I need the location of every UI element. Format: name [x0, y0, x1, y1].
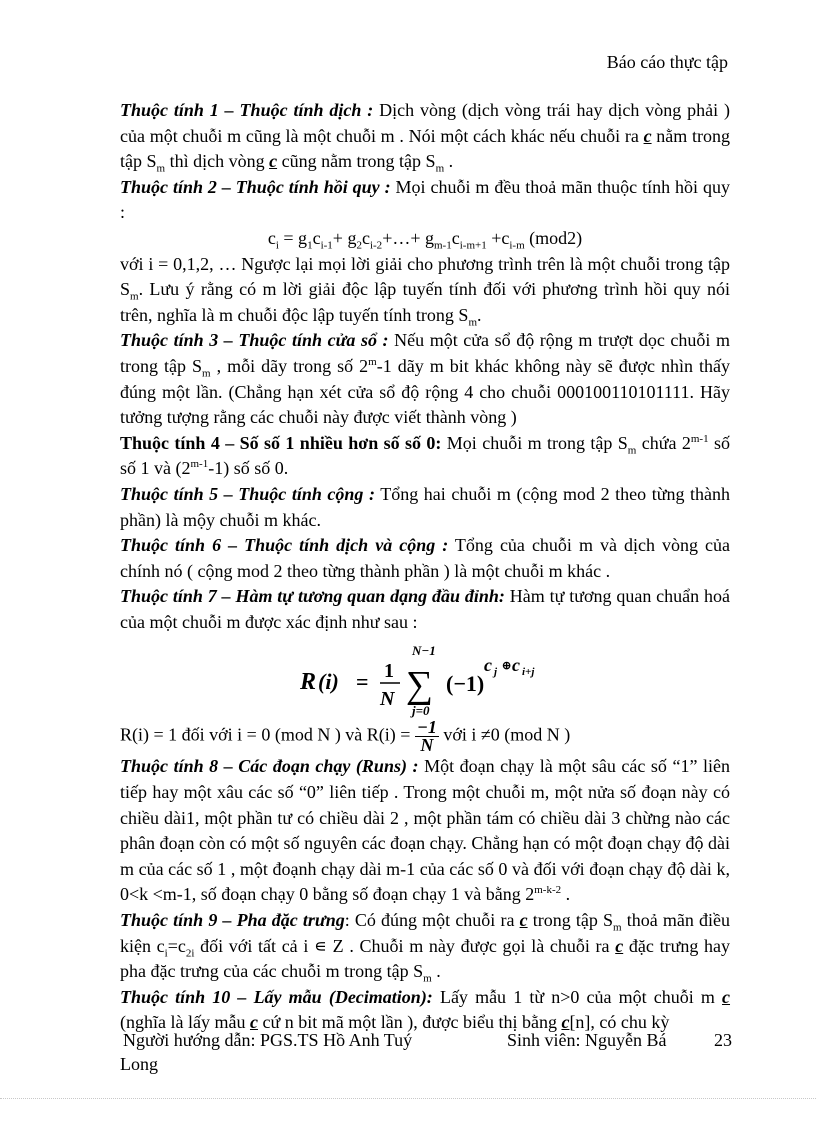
vector-c: c	[643, 125, 652, 146]
property-name: Thuộc tính 10 – Lấy mẫu (Decimation):	[120, 986, 433, 1007]
property-5: Thuộc tính 5 – Thuộc tính cộng : Tổng hai chuỗi m (cộng mod 2 theo từng thành phần) là mộy chuỗi m khác.	[120, 483, 730, 530]
sigma-icon: ∑	[406, 664, 434, 707]
property-7-cont: R(i) = 1 đối với i = 0 (mod N ) và R(i) = $\frac{-1}{N}$ với i ≠0 (mod N )	[120, 717, 571, 756]
property-name: Thuộc tính 2 – Thuộc tính hồi quy :	[120, 176, 391, 197]
property-name: Thuộc tính 4 – Số số 1 nhiều hơn số số 0:	[120, 432, 442, 453]
property-name: Thuộc tính 6 – Thuộc tính dịch và cộng :	[120, 535, 449, 556]
subscript: m	[156, 162, 166, 175]
property-10: Thuộc tính 10 – Lấy mẫu (Decimation): Lấy mẫu 1 từ n>0 của một chuỗi m c (nghĩa là lấy mẫu c cứ n bit mã một lần ), được biểu thị bằng c[n], có chu kỳ	[120, 986, 731, 1033]
property-7: Thuộc tính 7 – Hàm tự tương quan dạng đầu đỉnh: Hàm tự tương quan chuẩn hoá của một chuỗi m được xác định như sau :	[120, 586, 730, 632]
footer-student: Sinh viên: Nguyễn Bá	[507, 1030, 667, 1050]
sum-lower: j=0	[412, 703, 430, 719]
property-text: nằm trong tập S	[120, 125, 730, 172]
property-name: Thuộc tính 1 – Thuộc tính dịch :	[120, 100, 374, 120]
footer-advisor: Người hướng dẫn: PGS.TS Hồ Anh Tuý	[123, 1030, 413, 1050]
property-8: Thuộc tính 8 – Các đoạn chạy (Runs) : Một đoạn chạy là một sâu các số “1” liên tiếp hay một xâu các số “0” liên tiếp . Trong một chuỗi m, một nửa số đoạn này có chiều dài1, một phần tư có chiều dài 2 , một phần tám có chiều dài 3 chừng nào các phân đoạn còn có một số nguyên các đoạn chạy. Chẳng hạn có một đoạn chạy độ dài m của các số 1 , một đoạnh chạy dài m-1 của các số 0 và đối với đoạn chạy độ dài k, 0<k <m-1, số đoạn chạy 0 bằng số đoạn chạy 1 và bằng 2$^{m-k-2}$ .	[120, 756, 730, 905]
property-6: Thuộc tính 6 – Thuộc tính dịch và cộng : Tổng của chuỗi m và dịch vòng của chính nó ( cộng mod 2 theo từng thành phần ) là một chuỗi m khác .	[120, 535, 730, 581]
property-2-cont: với i = 0,1,2, … Ngược lại mọi lời giải cho phương trình trên là một chuỗi trong tập $S_m$. Lưu ý rằng có m lời giải độc lập tuyến tính đối với phương trình hồi quy nói trên, nghĩa là m chuỗi độc lập tuyến tính trong $S_m$.	[120, 253, 730, 329]
fraction-denominator: N	[380, 688, 395, 711]
fraction-inline: $\frac{-1}{N}$	[416, 717, 437, 756]
symbol-i: (i)	[318, 669, 339, 695]
property-name: Thuộc tính 7 – Hàm tự tương quan dạng đầu đỉnh:	[120, 586, 505, 607]
oplus-icon: ⊕	[502, 660, 512, 673]
property-2	[120, 175, 730, 226]
page-bottom-divider	[0, 1098, 816, 1099]
recurrence-equation: $c_i = g_1c_{i-1}+$ $g_2c_{i-2}+\dots+ g_{m-1}c_{i-m+1} +c_{i-m}$ (mod2)	[267, 227, 583, 252]
property-3: Thuộc tính 3 – Thuộc tính cửa sổ : Nếu một cửa sổ độ rộng m trượt dọc chuỗi m trong tập $S_m$ , mỗi dãy trong số 2$^m$-1 dãy m bit khác không này sẽ được nhìn thấy đúng một lần. (Chẳng hạn xét cửa sổ độ rộng 4 cho chuỗi 000100110101111. Hãy tưởng tượng rằng các chuỗi này được viết thành vòng )	[120, 330, 731, 428]
exp-ij: i+j	[522, 666, 535, 679]
exp-c2: c	[512, 655, 520, 676]
formula-svg	[298, 643, 598, 719]
autocorrelation-formula	[120, 635, 730, 719]
symbol-equals: =	[356, 669, 369, 695]
sum-upper: N−1	[412, 643, 436, 659]
property-text: .	[444, 151, 454, 172]
footer-student-cont: Long	[120, 1054, 158, 1074]
property-1	[120, 98, 730, 175]
property-name: Thuộc tính 3 – Thuộc tính cửa sổ :	[120, 330, 389, 351]
property-name: Thuộc tính 8 – Các đoạn chạy (Runs) :	[120, 756, 419, 777]
symbol-R: R	[300, 669, 317, 696]
minus-one: (−1)	[446, 671, 485, 697]
property-text: cũng nằm trong tập S	[277, 151, 436, 172]
property-name: Thuộc tính 9 – Pha đặc trưng	[120, 910, 345, 931]
subscript: m	[435, 162, 445, 175]
exp-c: c	[484, 655, 492, 676]
fraction-numerator: 1	[384, 660, 394, 683]
property-text: thì dịch vòng	[165, 151, 270, 172]
property-9: Thuộc tính 9 – Pha đặc trưng: Có đúng một chuỗi ra c trong tập $S_m$ thoả mãn điều kiện $c_i=c_{2i}$ đối với tất cả i ∊ Z . Chuỗi m này được gọi là chuỗi ra c đặc trưng hay pha đặc trưng của các chuỗi m trong tập $S_m$ .	[120, 910, 731, 985]
property-4: Thuộc tính 4 – Số số 1 nhiều hơn số số 0: Mọi chuỗi m trong tập $S_m$ chứa 2$^{m-1}$ số số 1 và (2$^{m-1}$-1) số số 0.	[120, 432, 730, 479]
property-text: Dịch vòng (dịch vòng trái hay dịch vòng phải ) của một chuỗi m cũng là một chuỗi m . Nói một cách khác nếu chuỗi ra	[120, 100, 730, 146]
page-number: 23	[714, 1030, 732, 1050]
vector-c: c	[269, 151, 278, 172]
property-text: Mọi chuỗi m đều thoả mãn thuộc tính hồi quy :	[120, 176, 730, 223]
property-name: Thuộc tính 5 – Thuộc tính cộng :	[120, 483, 375, 504]
page-header: Báo cáo thực tập	[606, 52, 728, 72]
exp-j: j	[494, 666, 498, 679]
page-content	[120, 98, 730, 1036]
